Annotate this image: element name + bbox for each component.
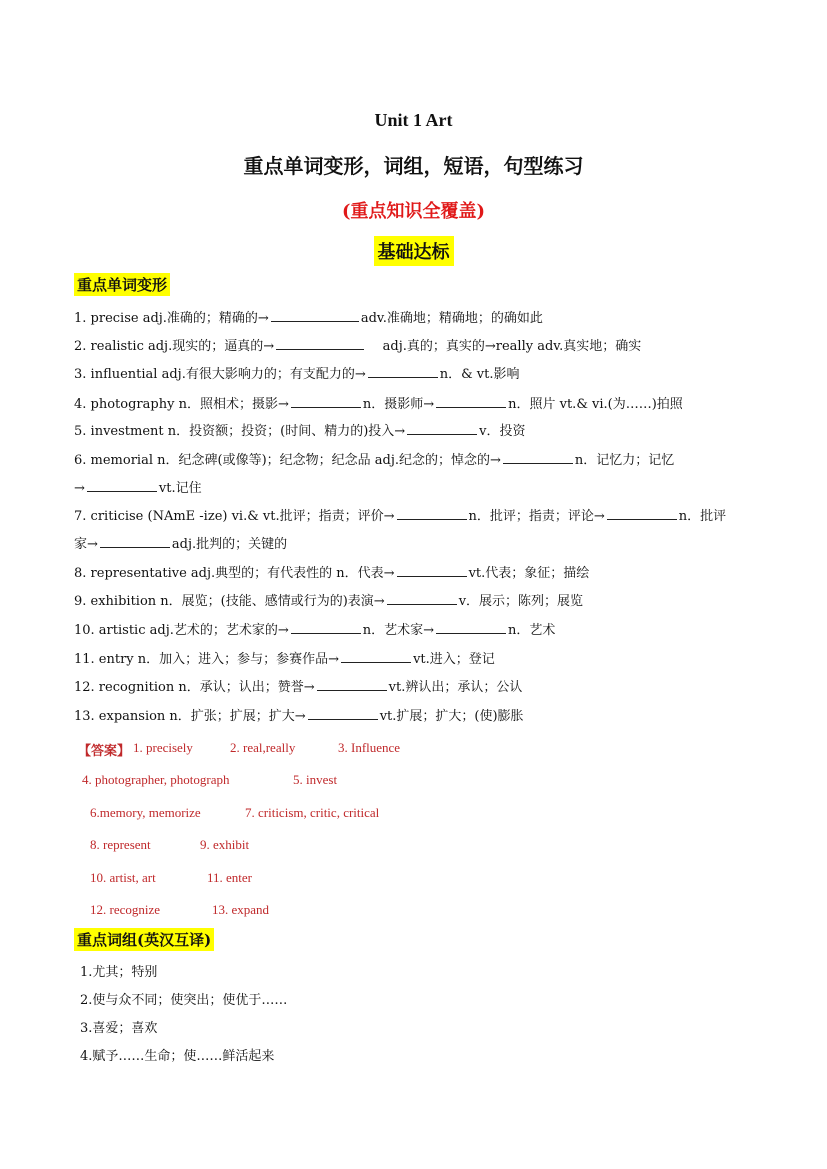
answer-text: 1. precisely <box>133 740 193 755</box>
answer-blank[interactable] <box>436 395 506 408</box>
answer-text: 11. enter <box>207 870 252 885</box>
answer-blank[interactable] <box>308 707 378 720</box>
vocab-item-continued: → vt.记住 <box>74 481 202 496</box>
answer-text: 3. Influence <box>338 740 401 755</box>
answer-text: 7. criticism, critic, critical <box>245 805 380 820</box>
vocab-item: 7. criticise (NAmE -ize) vi.& vt.批评；指责；评价→ n．批评；指责；评论→ n．批评 <box>74 509 727 524</box>
answer-text: 6.memory, memorize <box>90 805 201 820</box>
vocab-item: 5. investment n．投资额；投资；(时间、精力的)投入→ v．投资 <box>74 424 526 439</box>
coverage-note: (重点知识全覆盖) <box>341 201 486 222</box>
answer-blank[interactable] <box>503 451 573 464</box>
answer-blank[interactable] <box>341 650 411 663</box>
vocab-item: 9. exhibition n．展览；(技能、感情或行为的)表演→ v．展示；陈列；展览 <box>74 594 584 609</box>
vocab-section-heading: 重点单词变形 <box>74 273 170 296</box>
answer-blank[interactable] <box>87 479 157 492</box>
answer-text: 2. real,really <box>230 740 296 755</box>
vocab-item: 4. photography n．照相术；摄影→ n．摄影师→ n．照片 vt.& vi.(为……)拍照 <box>74 397 683 412</box>
vocab-item: 2. realistic adj.现实的；逼真的→ adj.真的；真实的→really adv.真实地；确实 <box>74 339 642 354</box>
page-subtitle: 重点单词变形，词组，短语，句型练习 <box>243 154 584 178</box>
answer-text: 5. invest <box>293 772 338 787</box>
answer-blank[interactable] <box>276 337 364 350</box>
answer-text: 9. exhibit <box>200 837 250 852</box>
level-heading: 基础达标 <box>374 236 454 266</box>
vocab-item: 6. memorial n．纪念碑(或像等)；纪念物；纪念品 adj.纪念的；悼念的→ n．记忆力；记忆 <box>74 453 675 468</box>
vocab-item: 3. influential adj.有很大影响力的；有支配力的→ n．& vt.影响 <box>74 367 520 382</box>
vocab-item-continued: 家→ adj.批判的；关键的 <box>74 537 288 552</box>
vocab-item: 12. recognition n．承认；认出；赞誉→ vt.辨认出；承认；公认 <box>74 680 523 695</box>
answer-blank[interactable] <box>387 592 457 605</box>
answer-text: 4. photographer, photograph <box>82 772 230 787</box>
answer-blank[interactable] <box>407 422 477 435</box>
answer-text: 8. represent <box>90 837 151 852</box>
answer-blank[interactable] <box>368 365 438 378</box>
answer-blank[interactable] <box>607 507 677 520</box>
level-heading-wrap <box>0 236 827 266</box>
phrase-section-heading: 重点词组(英汉互译) <box>74 928 214 951</box>
answer-blank[interactable] <box>317 678 387 691</box>
answer-blank[interactable] <box>397 564 467 577</box>
answer-text: 10. artist, art <box>90 870 156 885</box>
answer-blank[interactable] <box>436 621 506 634</box>
answer-blank[interactable] <box>397 507 467 520</box>
phrase-item: 3.喜爱；喜欢 <box>80 1021 158 1036</box>
answer-blank[interactable] <box>271 309 359 322</box>
unit-title: Unit 1 Art <box>374 110 453 130</box>
answer-text: 12. recognize <box>90 902 161 917</box>
answer-blank[interactable] <box>100 535 170 548</box>
vocab-item: 10. artistic adj.艺术的；艺术家的→ n．艺术家→ n．艺术 <box>74 623 556 638</box>
vocab-item: 1. precise adj.准确的；精确的→ adv.准确地；精确地；的确如此 <box>74 311 543 326</box>
answer-blank[interactable] <box>291 395 361 408</box>
answer-blank[interactable] <box>291 621 361 634</box>
vocab-item: 8. representative adj.典型的；有代表性的 n．代表→ vt.代表；象征；描绘 <box>74 566 590 581</box>
answer-text: 13. expand <box>212 902 270 917</box>
phrase-item: 4.赋予……生命；使……鲜活起来 <box>80 1049 275 1064</box>
vocab-item: 13. expansion n．扩张；扩展；扩大→ vt.扩展；扩大；(使)膨胀 <box>74 709 524 724</box>
phrase-item: 1.尤其；特别 <box>80 965 158 980</box>
answer-label: 【答案】 <box>78 743 131 758</box>
phrase-item: 2.使与众不同；使突出；使优于…… <box>80 993 288 1008</box>
vocab-item: 11. entry n．加入；进入；参与；参赛作品→ vt.进入；登记 <box>74 652 495 667</box>
